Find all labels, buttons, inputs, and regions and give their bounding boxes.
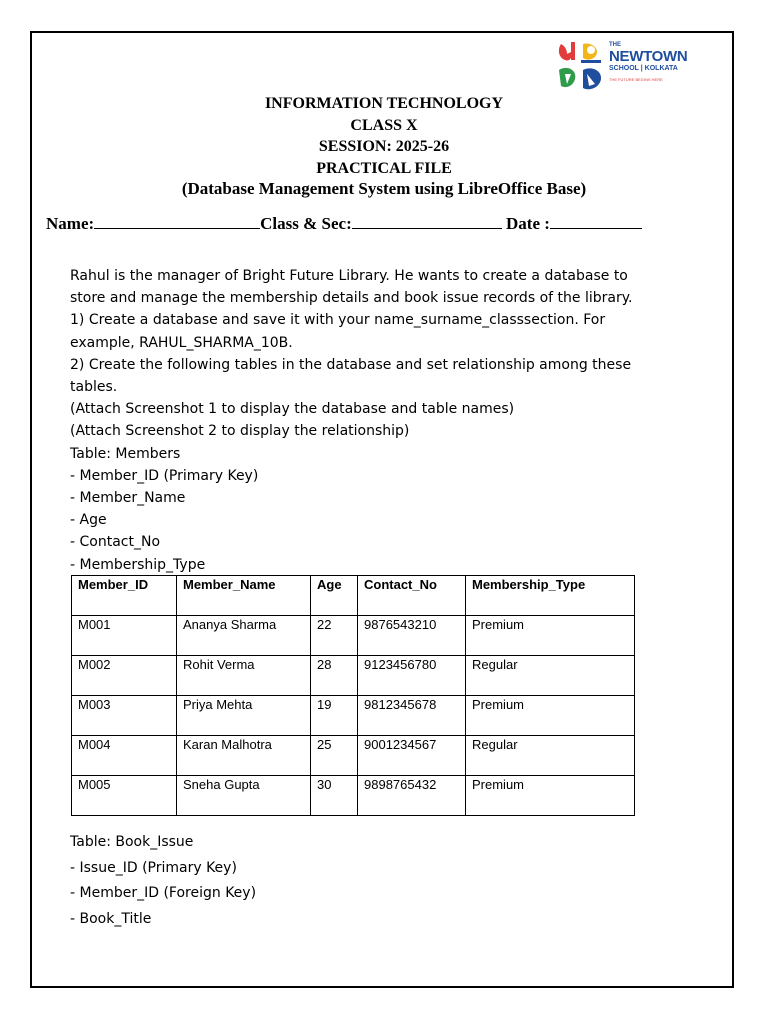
- intro-line: store and manage the membership details and book issue records of the library.: [70, 290, 633, 307]
- col-membership-type: Membership_Type: [466, 576, 635, 616]
- cell: Sneha Gupta: [177, 776, 311, 816]
- cell: M001: [72, 616, 177, 656]
- logo-text-newtown: NEWTOWN: [609, 48, 688, 65]
- table-row: [72, 616, 635, 656]
- table-row: [72, 696, 635, 736]
- cell: Regular: [466, 736, 635, 776]
- intro-line: 1) Create a database and save it with your name_surname_classsection. For: [70, 312, 606, 329]
- instructions: [70, 265, 670, 576]
- intro-line: Table: Members: [70, 445, 181, 462]
- intro-line: - Member_Name: [70, 490, 186, 507]
- school-logo: [555, 40, 688, 98]
- intro-line: 2) Create the following tables in the database and set relationship among these: [70, 356, 632, 373]
- name-label: Name:: [46, 214, 95, 233]
- intro-line: - Age: [70, 512, 107, 529]
- book-issue-line: Table: Book_Issue: [70, 834, 194, 850]
- heading-session: SESSION: 2025-26: [318, 138, 450, 155]
- table-row: [72, 736, 635, 776]
- cell: M005: [72, 776, 177, 816]
- book-issue-line: - Book_Title: [70, 910, 152, 927]
- table-row: [72, 656, 635, 696]
- name-blank[interactable]: [94, 212, 260, 229]
- members-table: [71, 575, 635, 816]
- cell: M004: [72, 736, 177, 776]
- cell: M003: [72, 696, 177, 736]
- cell: Premium: [466, 616, 635, 656]
- col-age: Age: [311, 576, 358, 616]
- heading-subject: INFORMATION TECHNOLOGY: [264, 95, 504, 112]
- heading-class: CLASS X: [350, 117, 418, 134]
- cell: 9812345678: [358, 696, 466, 736]
- date-blank[interactable]: [550, 212, 642, 229]
- intro-line: - Membership_Type: [70, 556, 206, 573]
- intro-line: - Member_ID (Primary Key): [70, 467, 259, 484]
- logo-text-the: THE: [609, 42, 621, 48]
- cell: 9001234567: [358, 736, 466, 776]
- intro-line: - Contact_No: [70, 534, 161, 551]
- class-sec-label: Class & Sec:: [260, 214, 352, 233]
- cell: 22: [311, 616, 358, 656]
- logo-emblem-icon: [555, 40, 607, 98]
- col-member-id: Member_ID: [72, 576, 177, 616]
- cell: Premium: [466, 696, 635, 736]
- cell: Priya Mehta: [177, 696, 311, 736]
- cell: Premium: [466, 776, 635, 816]
- book-issue-section: [70, 830, 256, 932]
- book-issue-line: - Member_ID (Foreign Key): [70, 885, 257, 901]
- logo-tagline: THE FUTURE BEGINS HERE: [609, 77, 663, 82]
- table-header-row: [72, 576, 635, 616]
- col-contact-no: Contact_No: [358, 576, 466, 616]
- intro-line: example, RAHUL_SHARMA_10B.: [70, 334, 293, 351]
- book-issue-line: - Issue_ID (Primary Key): [70, 859, 237, 876]
- intro-line: Rahul is the manager of Bright Future Library. He wants to create a database to: [70, 268, 628, 284]
- heading-topic: (Database Management System using LibreOffice Base): [181, 179, 587, 198]
- cell: 25: [311, 736, 358, 776]
- logo-text-school: SCHOOL | KOLKATA: [609, 65, 678, 72]
- intro-line: (Attach Screenshot 1 to display the database and table names): [70, 401, 515, 418]
- cell: Karan Malhotra: [177, 736, 311, 776]
- cell: 9123456780: [358, 656, 466, 696]
- student-info-line: [46, 212, 642, 234]
- cell: 9876543210: [358, 616, 466, 656]
- cell: 28: [311, 656, 358, 696]
- table-row: [72, 776, 635, 816]
- intro-line: (Attach Screenshot 2 to display the relationship): [70, 423, 410, 440]
- cell: Rohit Verma: [177, 656, 311, 696]
- cell: M002: [72, 656, 177, 696]
- cell: Ananya Sharma: [177, 616, 311, 656]
- cell: 9898765432: [358, 776, 466, 816]
- date-label: Date :: [506, 214, 550, 233]
- col-member-name: Member_Name: [177, 576, 311, 616]
- class-sec-blank[interactable]: [352, 212, 502, 229]
- heading-file: PRACTICAL FILE: [316, 160, 452, 177]
- intro-line: tables.: [70, 379, 118, 396]
- cell: 30: [311, 776, 358, 816]
- cell: 19: [311, 696, 358, 736]
- cell: Regular: [466, 656, 635, 696]
